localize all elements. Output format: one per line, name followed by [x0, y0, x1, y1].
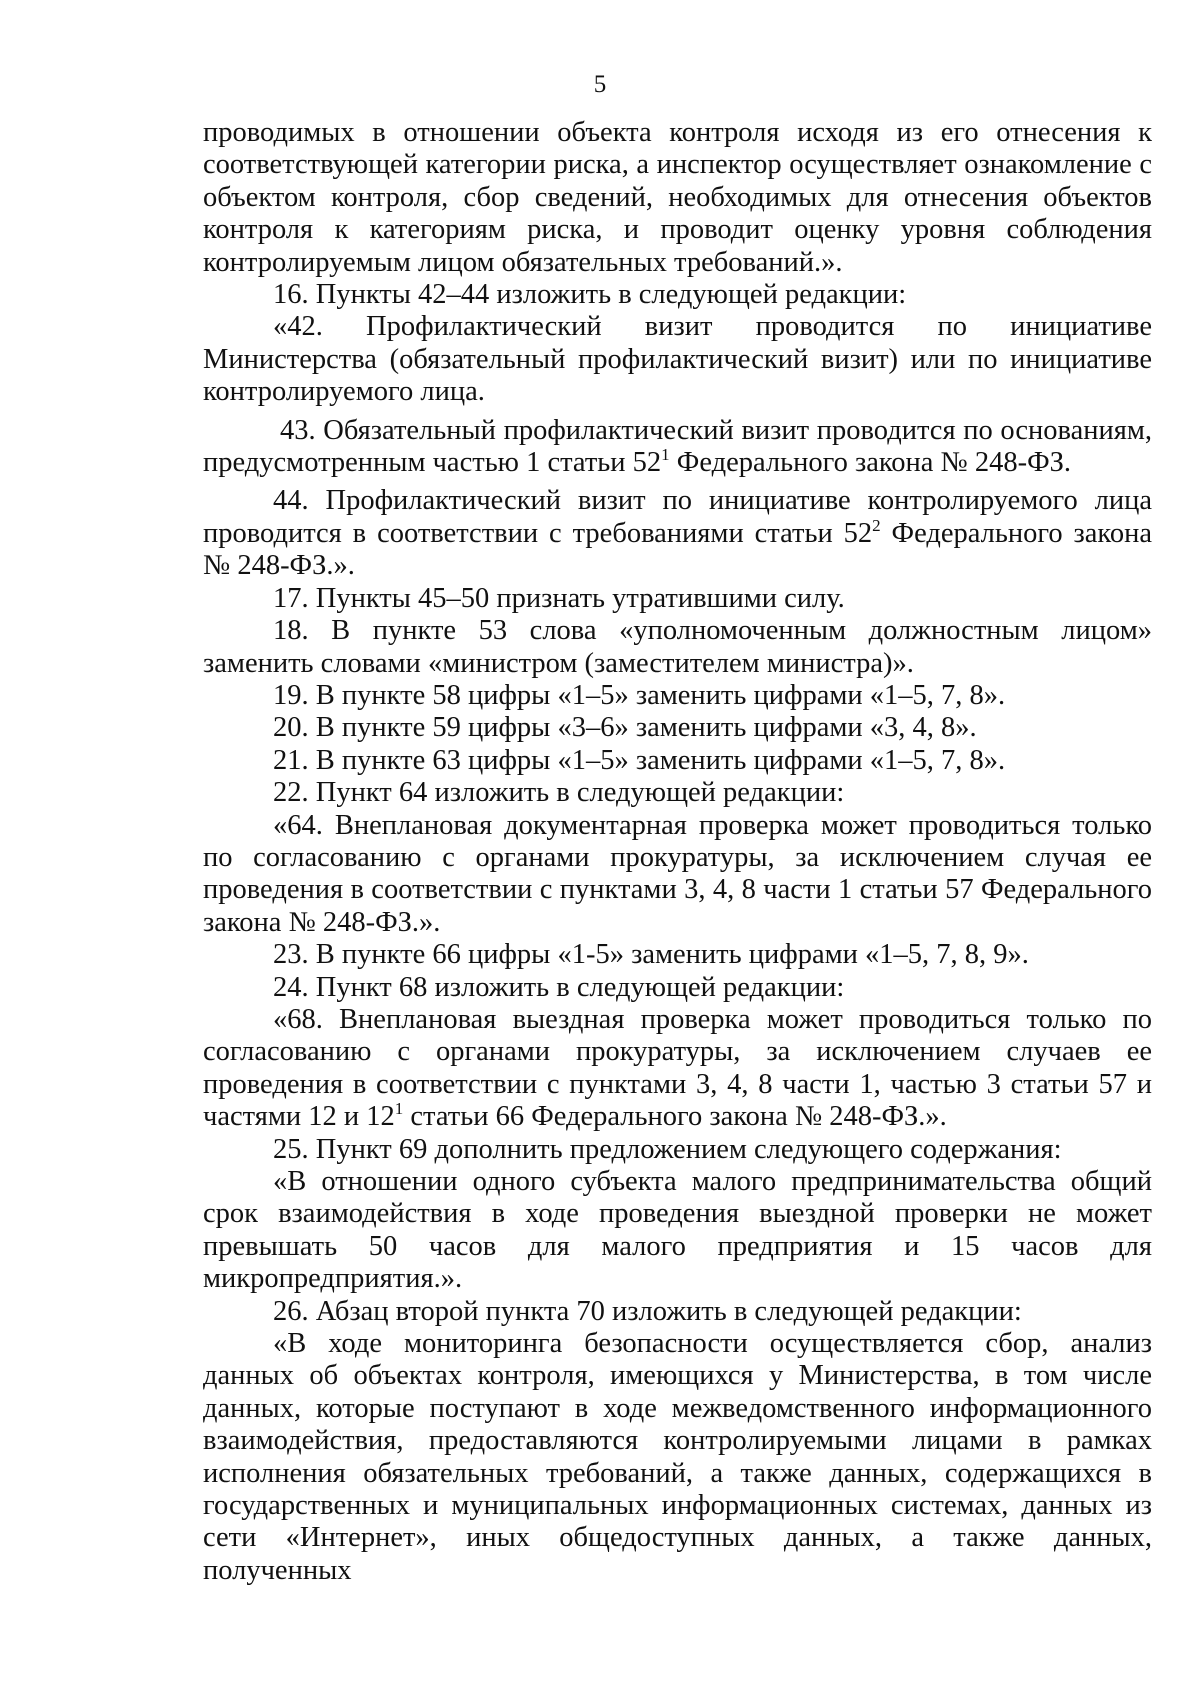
paragraph-item-16: 16. Пункты 42–44 изложить в следующей редакции:	[273, 279, 907, 311]
superscript-1b: 1	[394, 1099, 404, 1119]
paragraph-item-17: 17. Пункты 45–50 признать утратившими силу.	[273, 582, 845, 614]
paragraph-item-44	[203, 485, 1152, 582]
superscript-2: 2	[872, 515, 881, 535]
paragraph-continuation: проводимых в отношении объекта контроля исходя из его отнесения к соответствующей категории риска, а инспектор осуществляет ознакомление с объектом контроля, сбор сведений, необходимых для отнесения объектов контроля к категориям риска, и проводит оценку уровня соблюдения контролируемым лицом обязательных требований.».	[203, 117, 1152, 278]
paragraph-item-68-text-b: статьи 66 Федерального закона № 248-ФЗ.».	[403, 1101, 947, 1133]
page-number: 5	[593, 71, 607, 98]
paragraph-item-43	[203, 415, 1152, 480]
paragraph-item-19: 19. В пункте 58 цифры «1–5» заменить цифрами «1–5, 7, 8».	[273, 679, 1006, 711]
paragraph-item-68	[203, 1004, 1152, 1134]
paragraph-item-23: 23. В пункте 66 цифры «1-5» заменить цифрами «1–5, 7, 8, 9».	[273, 939, 1029, 971]
paragraph-item-25: 25. Пункт 69 дополнить предложением следующего содержания:	[273, 1133, 1062, 1165]
paragraph-item-69-addition: «В отношении одного субъекта малого предпринимательства общий срок взаимодействия в ходе проведения выездной проверки не может превышать 50 часов для малого предприятия и 15 часов для микропредприятия.».	[203, 1166, 1152, 1295]
paragraph-item-43-text-b: Федерального закона № 248-ФЗ.	[669, 447, 1072, 479]
paragraph-item-21: 21. В пункте 63 цифры «1–5» заменить цифрами «1–5, 7, 8».	[273, 744, 1006, 776]
paragraph-item-64: «64. Внеплановая документарная проверка может проводиться только по согласованию с органами прокуратуры, за исключением случая ее проведения в соответствии с пунктами 3, 4, 8 части 1 статьи 57 Федерального закона № 248-ФЗ.».	[203, 809, 1152, 938]
paragraph-item-70-text: «В ходе мониторинга безопасности осуществляется сбор, анализ данных об объектах контроля, имеющихся у Министерства, в том числе данных, которые поступают в ходе межведомственного информационного взаимодействия, предоставляются контролируемыми лицами в рамках исполнения обязательных требований, а также данных, содержащихся в государственных и муниципальных информационных системах, данных из сети «Интернет», иных общедоступных данных, а также данных, полученных	[203, 1328, 1152, 1586]
document-body	[203, 117, 1152, 1587]
paragraph-item-68-text-a: «68. Внеплановая выездная проверка может проводиться только по согласованию с органами прокуратуры, за исключением случаев ее проведения в соответствии с пунктами 3, 4, 8 части 1, частью 3 статьи 57 и частями 12 и 12	[203, 1003, 1152, 1133]
paragraph-item-26: 26. Абзац второй пункта 70 изложить в следующей редакции:	[273, 1295, 1022, 1327]
paragraph-item-22: 22. Пункт 64 изложить в следующей редакции:	[273, 777, 845, 809]
paragraph-item-42: «42. Профилактический визит проводится по инициативе Министерства (обязательный профилактический визит) или по инициативе контролируемого лица.	[203, 311, 1152, 408]
paragraph-item-20: 20. В пункте 59 цифры «3–6» заменить цифрами «3, 4, 8».	[273, 712, 977, 744]
paragraph-item-44-text-b: Федерального закона № 248-ФЗ.».	[203, 517, 1152, 582]
superscript-1: 1	[661, 445, 670, 465]
paragraph-item-43-text-a: 43. Обязательный профилактический визит проводится по основаниям, предусмотренным частью 1 статьи 52	[203, 414, 1152, 479]
paragraph-item-18: 18. В пункте 53 слова «уполномоченным должностным лицом» заменить словами «министром (заместителем министра)».	[203, 615, 1152, 679]
paragraph-item-44-text-a: 44. Профилактический визит по инициативе контролируемого лица проводится в соответствии с требованиями статьи 52	[203, 485, 1152, 549]
paragraph-item-24: 24. Пункт 68 изложить в следующей редакции:	[273, 971, 845, 1003]
